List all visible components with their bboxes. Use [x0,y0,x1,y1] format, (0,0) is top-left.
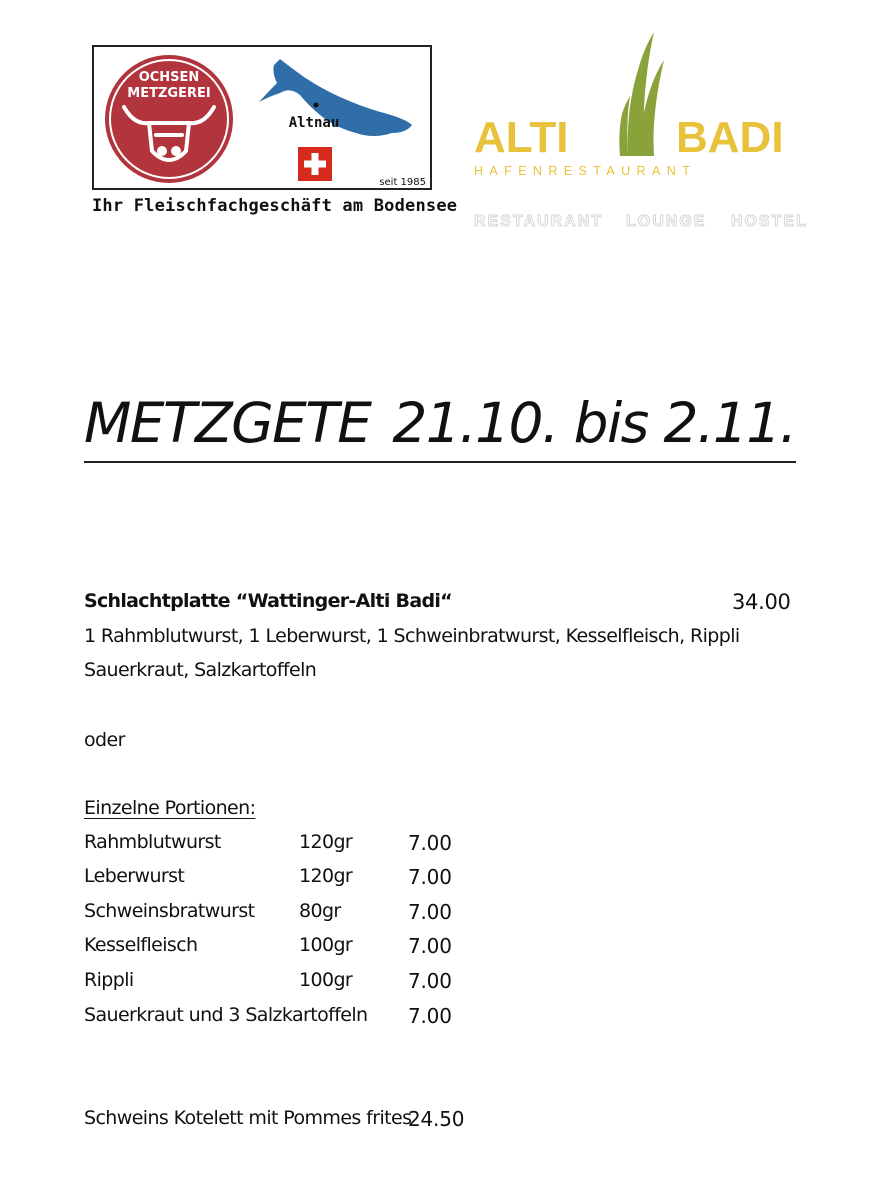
portion-row [84,936,504,966]
badi-word: BADI [676,113,784,162]
main-dish-name: Schlachtplatte “Wattinger-Alti Badi“ [84,590,452,612]
badge-line1: OCHSEN [138,70,200,85]
swiss-flag-icon [298,147,332,181]
portion-price: 7.00 [408,865,452,889]
portion-price: 7.00 [408,900,452,924]
extra-dish-price: 24.50 [408,1107,465,1131]
portion-price: 7.00 [408,831,452,855]
portion-row [84,833,504,863]
title-dates: 21.10. bis 2.11. [392,391,796,455]
since-label: seit 1985 [379,177,426,188]
extra-dish-row [84,1109,584,1139]
portion-weight: 80gr [299,900,341,922]
portion-weight: 100gr [299,934,353,956]
nav-restaurant: RESTAURANT [474,213,604,230]
portion-row [84,971,504,1001]
altnau-dot [314,103,319,108]
badge-line2: METZGEREI [127,86,211,101]
alti-word: ALTI [474,113,569,162]
portion-weight: 120gr [299,831,353,853]
portion-name: Kesselfleisch [84,934,198,956]
portion-weight: 120gr [299,865,353,887]
alti-badi-logo-graphic [458,28,808,233]
portion-row [84,867,504,897]
hafenrestaurant-subtitle: HAFENRESTAURANT [474,164,697,178]
portions-heading: Einzelne Portionen: [84,797,256,819]
portion-row [84,902,504,932]
main-dish-line2: Sauerkraut, Salzkartoffeln [84,659,317,681]
nav-lounge: LOUNGE [626,213,707,230]
page-title [84,391,796,463]
separator-oder: oder [84,729,125,751]
extra-dish-name: Schweins Kotelett mit Pommes frites [84,1107,412,1129]
ochsen-metzgerei-logo-graphic [94,47,434,192]
place-label: Altnau [288,115,340,131]
portion-name: Rahmblutwurst [84,831,221,853]
portion-price: 7.00 [408,969,452,993]
alti-badi-logo [458,28,808,233]
portion-name: Rippli [84,969,134,991]
portion-name: Schweinsbratwurst [84,900,255,922]
nav-hostel: HOSTEL [731,213,808,230]
sides-row [84,1006,504,1036]
main-dish-price: 34.00 [732,590,791,614]
sides-name: Sauerkraut und 3 Salzkartoffeln [84,1004,368,1026]
portion-name: Leberwurst [84,865,185,887]
portion-price: 7.00 [408,934,452,958]
title-event: METZGETE [84,391,371,455]
tagline: Ihr Fleischfachgeschäft am Bodensee [92,196,458,216]
ochsen-metzgerei-logo [92,45,432,190]
sides-price: 7.00 [408,1004,452,1028]
main-dish-line1: 1 Rahmblutwurst, 1 Leberwurst, 1 Schweinbratwurst, Kesselfleisch, Rippli [84,625,740,647]
grass-blades-icon [619,32,664,156]
portion-weight: 100gr [299,969,353,991]
